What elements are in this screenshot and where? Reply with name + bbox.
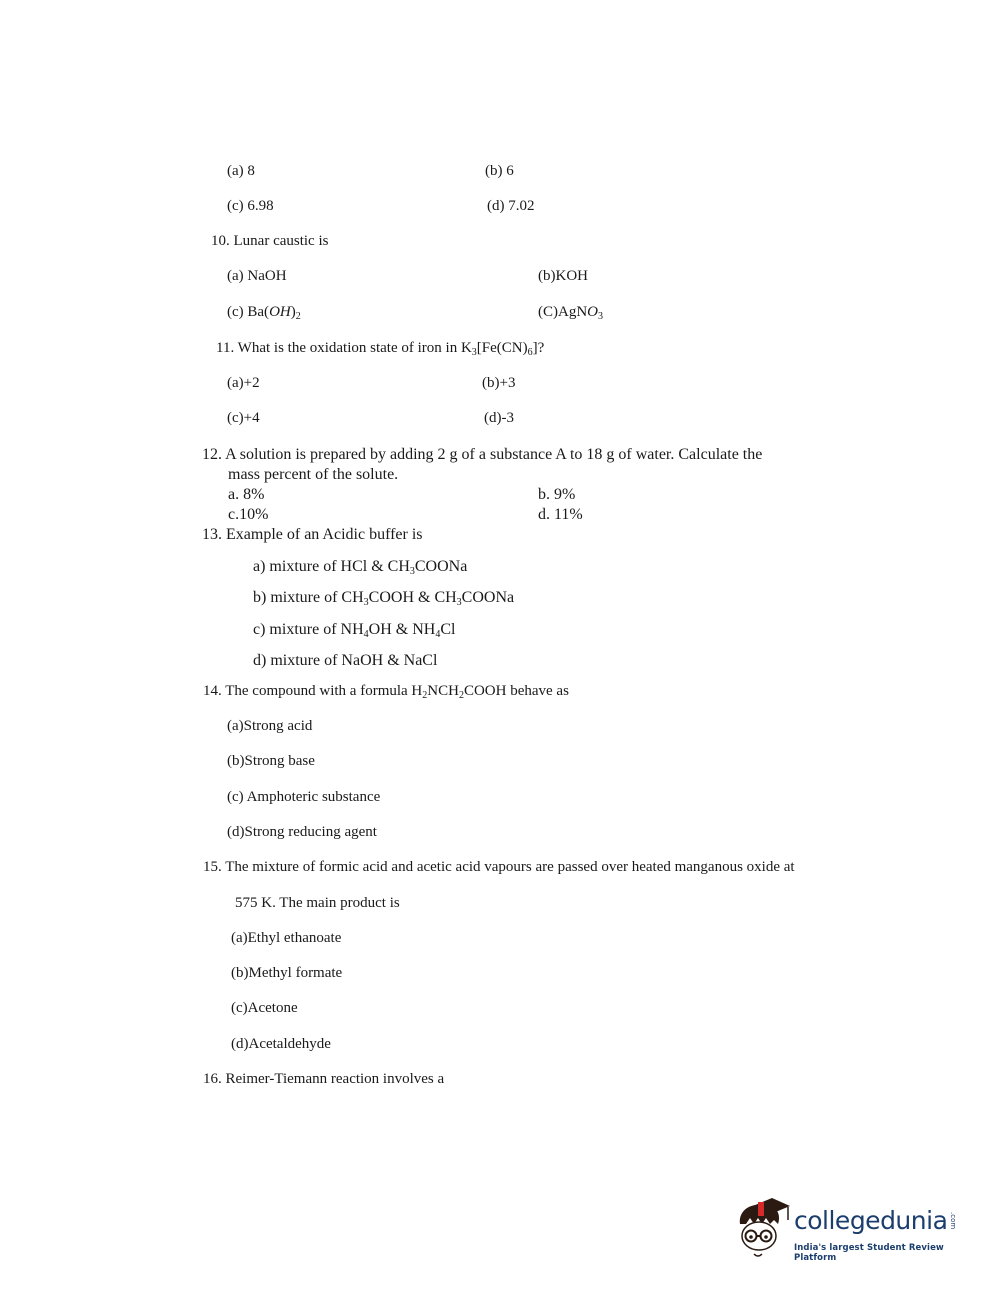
q9-option-b: (b) 6	[485, 163, 514, 179]
q12-question-line2: mass percent of the solute.	[228, 466, 399, 483]
q13-option-c: c) mixture of $NH_4OH$ & $NH_4Cl$	[253, 621, 456, 640]
q12-option-b: b. 9%	[538, 486, 576, 503]
brand-suffix: .com	[949, 1212, 957, 1230]
q14-option-b: (b)Strong base	[227, 753, 315, 769]
q10-question: 10. Lunar caustic is	[211, 233, 329, 249]
q12-option-a: a. 8%	[228, 486, 265, 503]
mascot-icon	[734, 1196, 794, 1266]
q11-option-a: (a)+2	[227, 375, 260, 391]
q12-option-c: c.10%	[228, 506, 269, 523]
q15-question-line2: 575 K. The main product is	[235, 895, 400, 911]
brand-name: collegedunia	[794, 1206, 948, 1235]
q15-question-line1: 15. The mixture of formic acid and acetic acid vapours are passed over heated manganous oxide at	[203, 859, 795, 875]
q10-option-d: (C)AgNO$_3$	[538, 304, 604, 322]
q11-option-c: (c)+4	[227, 410, 260, 426]
q13-question: 13. Example of an Acidic buffer is	[202, 526, 423, 543]
q14-option-c: (c) Amphoteric substance	[227, 789, 381, 805]
collegedunia-logo	[734, 1196, 964, 1266]
q13-option-a: a) mixture of HCl & $CH_3COONa$	[253, 558, 468, 577]
q9-option-a: (a) 8	[227, 163, 255, 179]
q11-option-d: (d)-3	[484, 410, 514, 426]
q15-option-a: (a)Ethyl ethanoate	[231, 930, 342, 946]
q10-option-b: (b)KOH	[538, 268, 588, 284]
q15-option-c: (c)Acetone	[231, 1000, 298, 1016]
q13-option-d: d) mixture of NaOH & NaCl	[253, 652, 438, 669]
q9-option-d: (d) 7.02	[487, 198, 535, 214]
q14-option-a: (a)Strong acid	[227, 718, 313, 734]
q14-question: 14. The compound with a formula $H_2NCH_2COOH$ behave as	[203, 683, 569, 701]
q11-option-b: (b)+3	[482, 375, 516, 391]
q9-option-c: (c) 6.98	[227, 198, 274, 214]
q15-option-b: (b)Methyl formate	[231, 965, 343, 981]
q14-option-d: (d)Strong reducing agent	[227, 824, 377, 840]
q16-question: 16. Reimer-Tiemann reaction involves a	[203, 1071, 445, 1087]
brand-tagline: India's largest Student Review Platform	[794, 1243, 944, 1263]
q10-option-c: (c) $Ba(OH)_2$	[227, 304, 301, 322]
q15-option-d: (d)Acetaldehyde	[231, 1036, 331, 1052]
q10-option-a: (a) NaOH	[227, 268, 287, 284]
q11-question: 11. What is the oxidation state of iron in $K_3[Fe(CN)_6]$?	[216, 340, 545, 358]
q13-option-b: b) mixture of $CH_3COOH$ & $CH_3COONa$	[253, 589, 515, 608]
q12-option-d: d. 11%	[538, 506, 583, 523]
q12-question-line1: 12. A solution is prepared by adding 2 g of a substance A to 18 g of water. Calculate the	[202, 446, 763, 463]
